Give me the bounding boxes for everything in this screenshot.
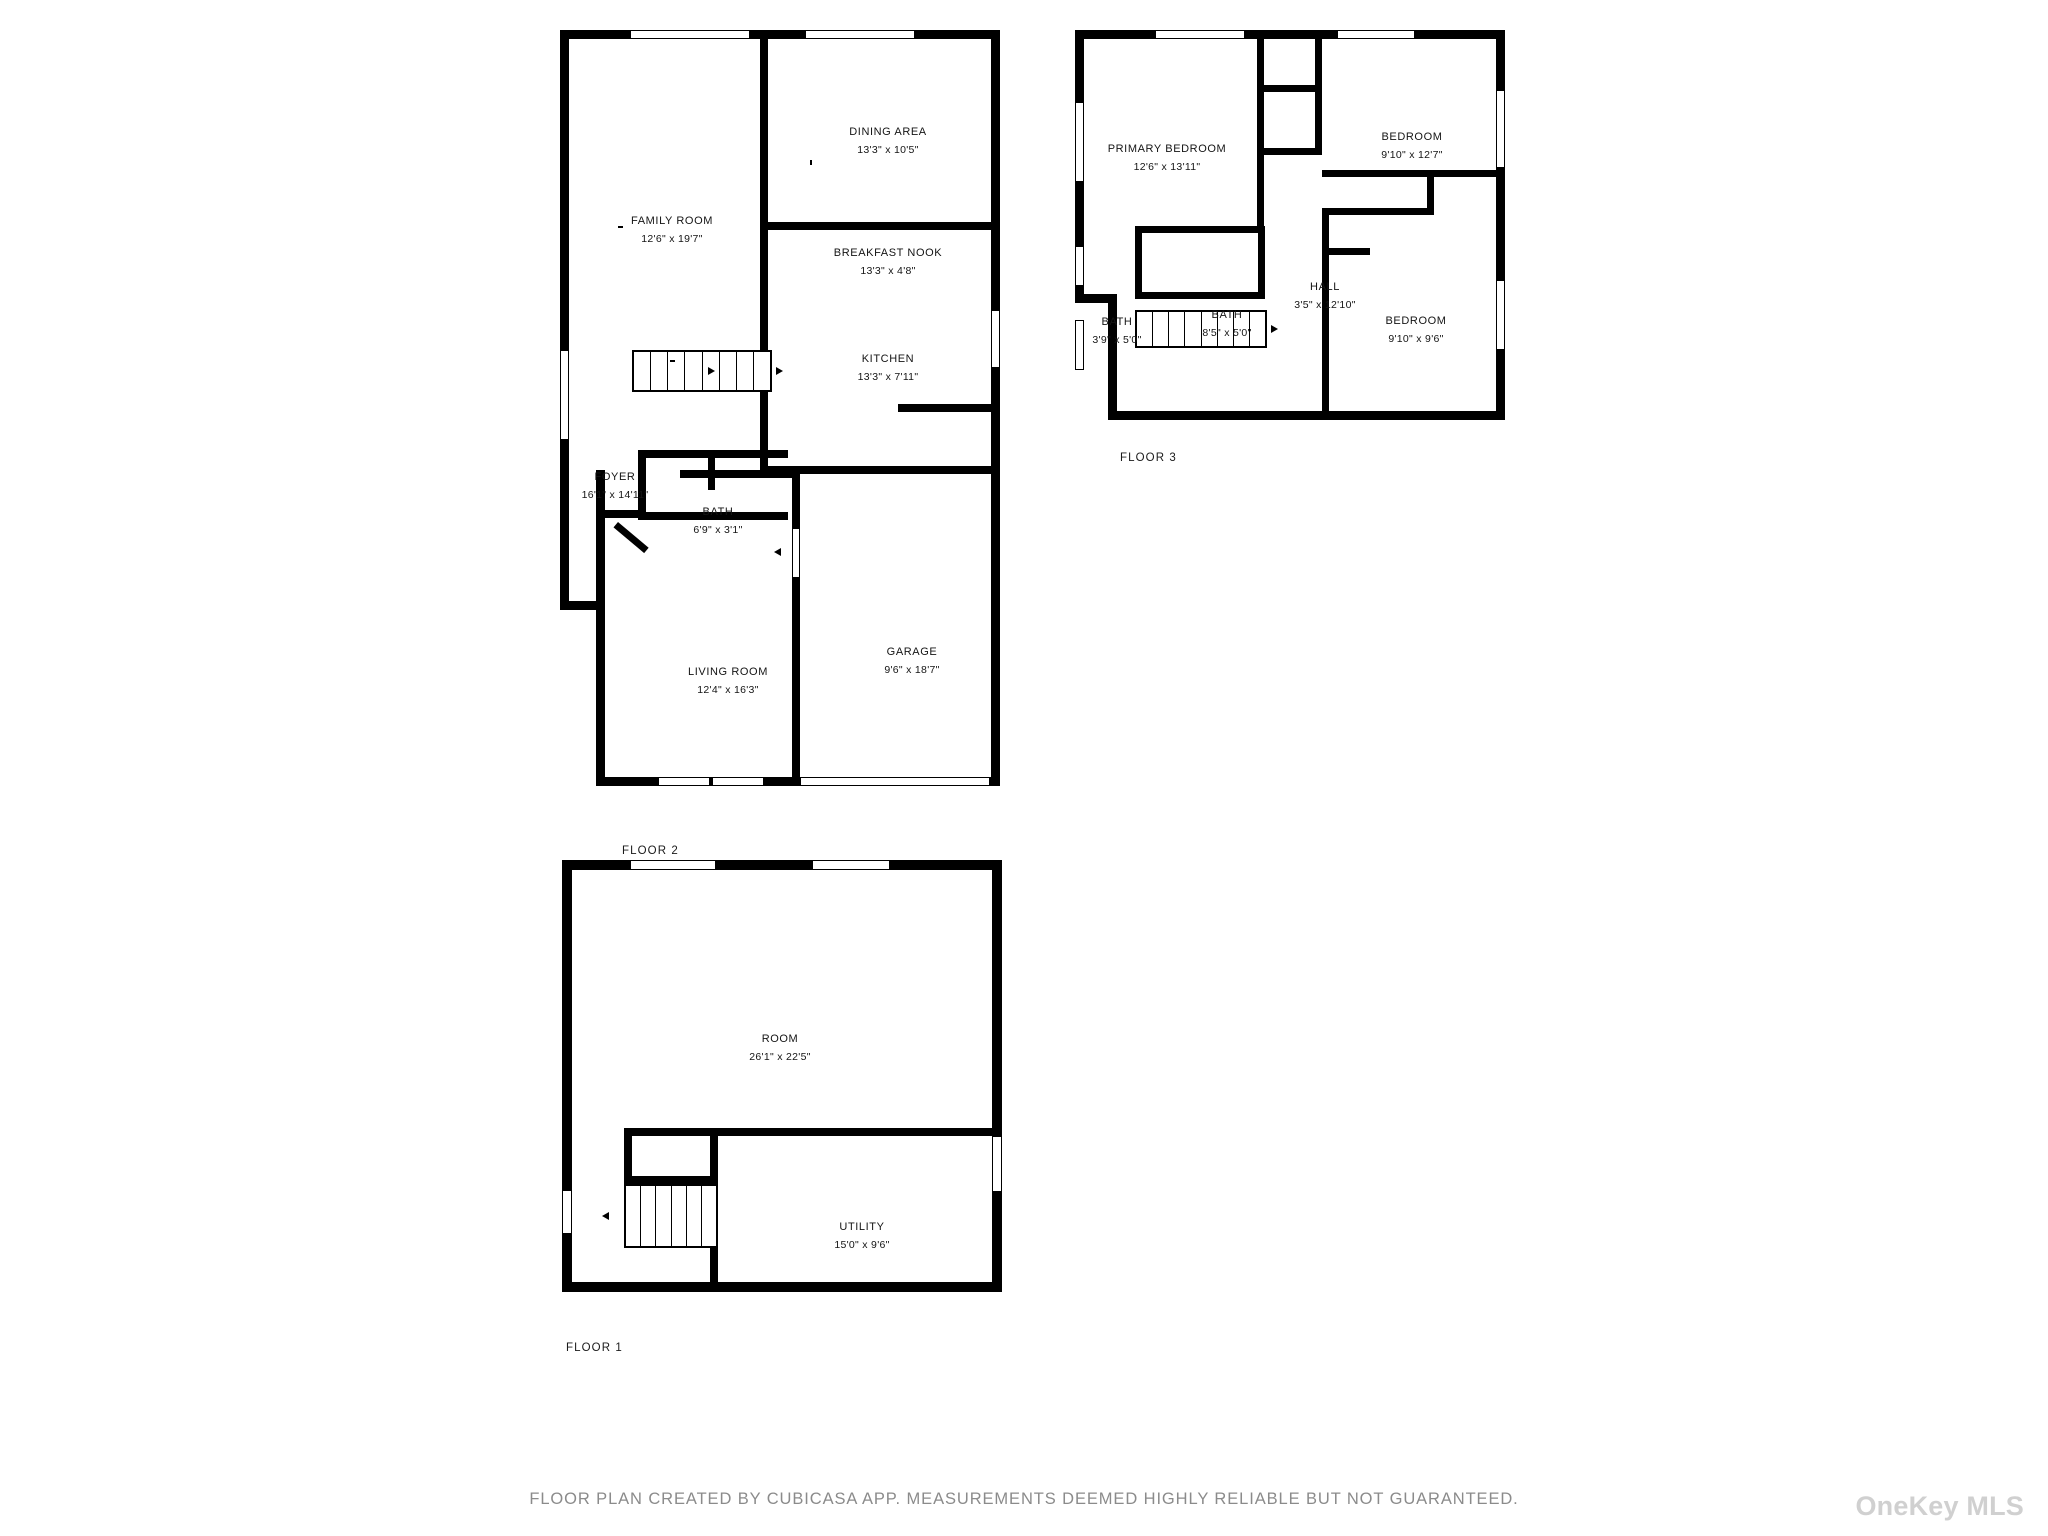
wall <box>624 1128 632 1183</box>
room-label-utility <box>834 1220 889 1252</box>
window <box>1075 102 1084 182</box>
room-label-breakfast-nook <box>834 246 942 278</box>
floor-2-plan <box>560 30 1020 830</box>
stair-direction-arrow <box>602 1212 609 1220</box>
door-direction-arrow <box>774 548 781 556</box>
window <box>1496 280 1505 350</box>
room-dims: 26'1" x 22'5" <box>749 1050 811 1063</box>
wall <box>605 510 641 518</box>
staircase <box>632 350 772 392</box>
stair-direction-arrow <box>776 367 783 375</box>
wall <box>1130 411 1505 420</box>
wall <box>1257 148 1322 155</box>
wall <box>614 522 649 553</box>
room-name: BEDROOM <box>1385 315 1447 327</box>
wall <box>596 470 605 785</box>
window <box>1075 320 1084 370</box>
window <box>630 860 716 870</box>
floor-label-floor-1: FLOOR 1 <box>566 1342 623 1354</box>
room-name: BREAKFAST NOOK <box>833 247 943 259</box>
wall <box>1322 208 1434 215</box>
wall <box>624 1176 718 1184</box>
room-label-dining-area <box>849 125 927 157</box>
window <box>712 777 764 786</box>
room-dims: 13'3" x 4'8" <box>860 264 916 277</box>
wall <box>1257 30 1264 230</box>
wall <box>1496 30 1505 420</box>
wall-tick <box>670 360 675 362</box>
wall <box>1108 411 1138 420</box>
wall <box>1135 226 1142 298</box>
stair-direction-arrow <box>708 367 715 375</box>
wall <box>1257 85 1322 92</box>
room-label-bath <box>693 505 742 537</box>
room-name: BEDROOM <box>1381 131 1443 143</box>
window <box>812 860 890 870</box>
floor-label-floor-3: FLOOR 3 <box>1120 452 1177 464</box>
window <box>562 1190 572 1234</box>
room-label-hall <box>1294 280 1356 312</box>
floor-3-plan <box>1075 30 1515 450</box>
wall <box>562 860 1002 870</box>
room-dims: 3'9" x 5'0" <box>1092 333 1142 346</box>
garage-door <box>800 777 990 786</box>
room-dims: 3'5" x 12'10" <box>1294 298 1356 311</box>
wall <box>624 1128 1002 1136</box>
room-dims: 13'3" x 7'11" <box>857 370 919 383</box>
room-dims: 12'6" x 13'11" <box>1133 160 1201 173</box>
wall-tick <box>618 226 623 228</box>
room-name: KITCHEN <box>861 353 915 365</box>
wall <box>1322 215 1329 415</box>
room-name: BATH <box>1211 309 1243 321</box>
wall <box>760 222 1000 230</box>
room-name: ROOM <box>761 1033 799 1045</box>
room-dims: 9'10" x 12'7" <box>1381 148 1443 161</box>
wall <box>1258 226 1265 298</box>
wall <box>560 30 1000 39</box>
room-name: UTILITY <box>839 1221 885 1233</box>
window <box>658 777 710 786</box>
wall <box>1315 30 1322 155</box>
stair-direction-arrow <box>1271 325 1278 333</box>
window <box>1155 30 1245 39</box>
room-name: HALL <box>1310 281 1340 293</box>
window <box>1496 90 1505 168</box>
wall <box>562 1282 1002 1292</box>
room-name: DINING AREA <box>849 126 927 138</box>
window <box>560 350 569 440</box>
room-name: LIVING ROOM <box>688 666 768 678</box>
room-label-bath-main <box>1202 308 1251 340</box>
room-label-room <box>749 1032 811 1064</box>
wall <box>1075 30 1505 39</box>
room-name: FAMILY ROOM <box>631 215 713 227</box>
room-dims: 9'10" x 9'6" <box>1388 332 1444 345</box>
wall <box>1135 292 1265 299</box>
room-label-kitchen <box>858 352 919 384</box>
wall <box>992 860 1002 1292</box>
room-label-family-room <box>631 214 713 246</box>
room-name: PRIMARY BEDROOM <box>1107 143 1227 155</box>
floor-label-floor-2: FLOOR 2 <box>622 845 679 857</box>
room-dims: 13'3" x 10'5" <box>857 143 919 156</box>
room-label-foyer <box>582 470 649 502</box>
wall <box>1108 294 1117 419</box>
window <box>992 1136 1002 1192</box>
wall <box>760 404 768 462</box>
wall <box>898 404 1000 412</box>
room-name: FOYER <box>594 471 636 483</box>
door <box>792 528 800 578</box>
window <box>991 310 1000 368</box>
room-dims: 6'9" x 3'1" <box>693 523 743 536</box>
wall <box>1322 248 1370 255</box>
wall <box>560 601 605 610</box>
window <box>805 30 915 39</box>
room-dims: 16'1" x 14'11" <box>581 488 649 501</box>
window <box>630 30 750 39</box>
room-label-bedroom-1 <box>1381 130 1443 162</box>
room-dims: 12'6" x 19'7" <box>641 232 703 245</box>
wall <box>1135 226 1265 233</box>
room-label-primary-bedroom <box>1108 142 1227 174</box>
room-label-garage <box>884 645 939 677</box>
wall-tick <box>810 160 812 165</box>
room-dims: 12'4" x 16'3" <box>697 683 759 696</box>
room-dims: 15'0" x 9'6" <box>834 1238 890 1251</box>
wall <box>991 30 1000 230</box>
window <box>1337 30 1415 39</box>
watermark-onekey-mls: OneKey MLS <box>1855 1491 2024 1521</box>
staircase <box>624 1184 718 1248</box>
room-label-bath-small <box>1092 315 1141 347</box>
room-name: BATH <box>702 506 734 518</box>
wall <box>560 30 569 610</box>
room-dims: 8'5" x 5'0" <box>1202 326 1252 339</box>
footer-disclaimer: FLOOR PLAN CREATED BY CUBICASA APP. MEASUREMENTS DEEMED HIGHLY RELIABLE BUT NOT GUARANTEED. <box>529 1490 1519 1508</box>
floor-1-plan <box>562 860 1012 1310</box>
room-label-living-room <box>688 665 768 697</box>
wall <box>680 470 800 478</box>
room-name: BATH <box>1101 316 1133 328</box>
room-dims: 9'6" x 18'7" <box>884 663 940 676</box>
wall <box>708 450 715 490</box>
door <box>1075 246 1084 286</box>
wall <box>792 474 800 786</box>
room-label-bedroom-2 <box>1385 314 1446 346</box>
wall <box>760 30 768 230</box>
wall <box>1322 170 1497 177</box>
room-name: GARAGE <box>886 646 938 658</box>
